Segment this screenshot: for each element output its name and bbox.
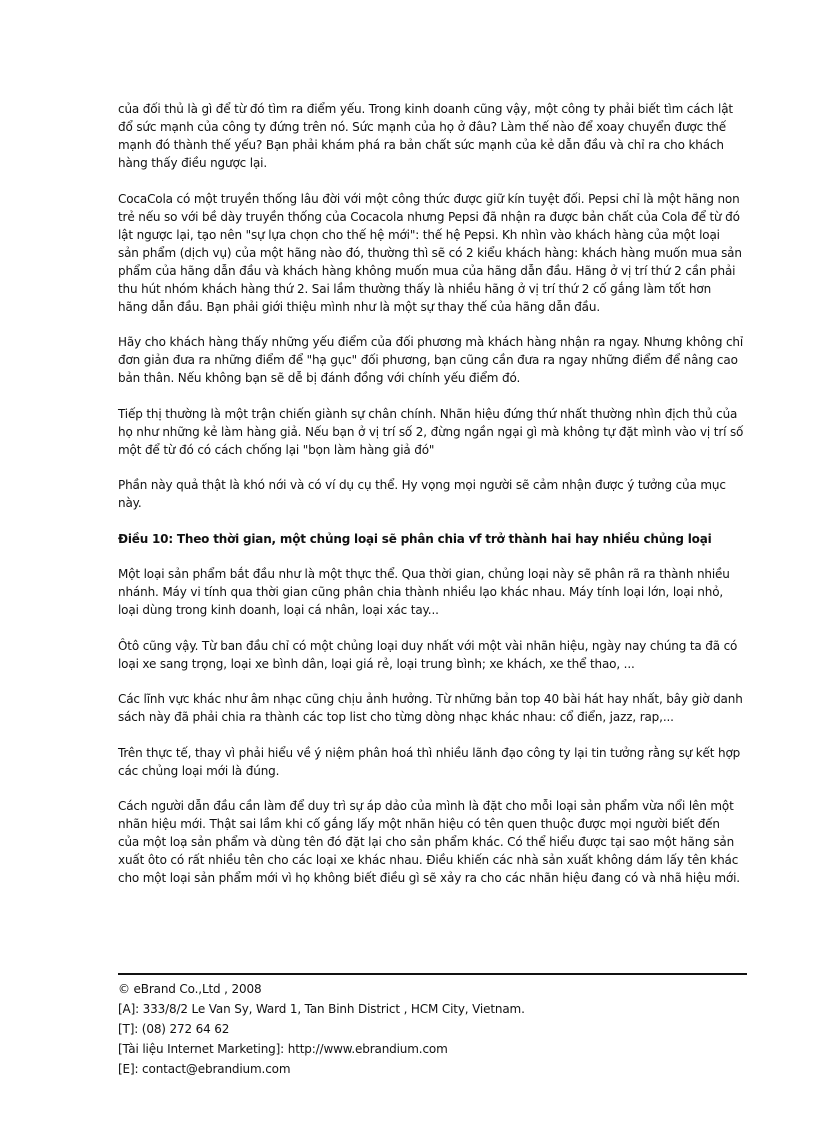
section-heading: Điều 10: Theo thời gian, một chủng loại sẽ phân chia vf trở thành hai hay nhiều chủng loại	[118, 531, 712, 546]
footer-address: [A]: 333/8/2 Le Van Sy, Ward 1, Tan Binh District , HCM City, Vietnam.	[118, 1002, 525, 1016]
paragraph-opponent-weakness: của đối thủ là gì để từ đó tìm ra điểm yếu. Trong kinh doanh cũng vậy, một công ty phải biết tìm cách lật đổ sức mạnh của công ty đứng trên nó. Sức mạnh của họ ở đâu? Làm thế nào để xoay chuyển được thế mạnh đó thành thế yếu? Bạn phải khám phá ra bản chất sức mạnh của kẻ dẫn đầu và chỉ ra cho khách hàng thấy điều ngược lại.	[118, 102, 733, 170]
page-footer	[118, 979, 747, 1079]
paragraph-category-split: Một loại sản phẩm bắt đầu như là một thực thể. Qua thời gian, chủng loại này sẽ phân rã ra thành nhiều nhánh. Máy vi tính qua thời gian cũng phân chia thành nhiều lạo khác nhau. Máy tính loại lớn, loại nhỏ, loại dùng trong kinh doanh, loại cá nhân, loại xác tay...	[118, 567, 730, 617]
paragraph-show-weakness: Hãy cho khách hàng thấy những yếu điểm của đối phương mà khách hàng nhận ra ngay. Nhưng không chỉ đơn giản đưa ra những điểm để "hạ gục" đối phương, bạn cũng cần đưa ra ngay những điểm để nâng cao bản thân. Nếu không bạn sẽ dễ bị đánh đồng với chính yếu điểm đó.	[118, 335, 744, 385]
footer-copyright: © eBrand Co.,Ltd , 2008	[118, 982, 262, 996]
paragraph-author-note: Phần này quả thật là khó nới và có ví dụ cụ thể. Hy vọng mọi người sẽ cảm nhận được ý tưởng của mục này.	[118, 478, 726, 510]
document-body	[118, 100, 744, 905]
footer-website: [Tài liệu Internet Marketing]: http://www.ebrandium.com	[118, 1042, 448, 1056]
paragraph-combination-belief: Trên thực tế, thay vì phải hiểu về ý niệm phân hoá thì nhiều lãnh đạo công ty lại tin tưởng rằng sự kết hợp các chủng loại mới là đúng.	[118, 745, 741, 778]
paragraph-leader-strategy: Cách người dẫn đầu cần làm để duy trì sự áp dảo của mình là đặt cho mỗi loại sản phẩm vừa nổi lên một nhãn hiệu mới. Thật sai lầm khi cố gắng lấy một nhãn hiệu có tên quen thuộc được mọi người biết đến của một loạ sản phẩm và dùng tên đó đặt lại cho sản phẩm khác. Có thể hiểu được tại sao một hãng sản xuất ôto có rất nhiều tên cho các loại xe khác nhau. Điều khiến các nhà sản xuất không dám lấy tên khác cho một loại sản phẩm mới vì họ không biết điều gì sẽ xảy ra cho các nhãn hiệu đang có và nhã hiệu mới.	[118, 799, 740, 885]
paragraph-music-example: Các lĩnh vực khác như âm nhạc cũng chịu ảnh hưởng. Từ những bản top 40 bài hát hay nhất, bây giờ danh sách này đã phải chia ra thành các top list cho từng dòng nhạc khác nhau: cổ điển, jazz, rap,...	[118, 692, 743, 724]
paragraph-auto-example: Ôtô cũng vậy. Từ ban đầu chỉ có một chủng loại duy nhất với một vài nhãn hiệu, ngày nay chúng ta đã có loại xe sang trọng, loại xe bình dân, loại giá rẻ, loại trung bình; xe khách, xe thể thao, ...	[118, 638, 738, 671]
footer-email: [E]: contact@ebrandium.com	[118, 1062, 291, 1076]
footer-divider	[118, 973, 747, 975]
paragraph-marketing-battle: Tiếp thị thường là một trận chiến giành sự chân chính. Nhãn hiệu đứng thứ nhất thường nhìn địch thủ của họ như những kẻ làm hàng giả. Nếu bạn ở vị trí số 2, đừng ngần ngại gì mà không tự đặt mình vào vị trí số một để từ đó có cách chống lại "bọn làm hàng giả đó"	[118, 406, 744, 457]
footer-phone: [T]: (08) 272 64 62	[118, 1022, 230, 1036]
paragraph-cocacola-pepsi: CocaCola có một truyền thống lâu đời với một công thức được giữ kín tuyệt đối. Pepsi chỉ là một hãng non trẻ nếu so với bề dày truyền thống của Cocacola nhưng Pepsi đã nhận ra được bản chất của Cola để từ đó lật ngược lại, tạo nên "sự lựa chọn cho thế hệ mới": thế hệ Pepsi. Kh nhìn vào khách hàng của một loại sản phẩm (dịch vụ) của một hãng nào đó, thường thì sẽ có 2 kiểu khách hàng: khách hàng muốn mua sản phẩm của hãng dẫn đầu và khách hàng không muốn mua của hãng dẫn đầu. Hãng ở vị trí thứ 2 cần phải thu hút nhóm khách hàng thứ 2. Sai lầm thường thấy là nhiều hãng ở vị trí thứ 2 cố gắng làm tốt hơn hãng dẫn đầu. Bạn phải giới thiệu mình như là một sự thay thế của hãng dẫn đầu.	[118, 191, 742, 314]
